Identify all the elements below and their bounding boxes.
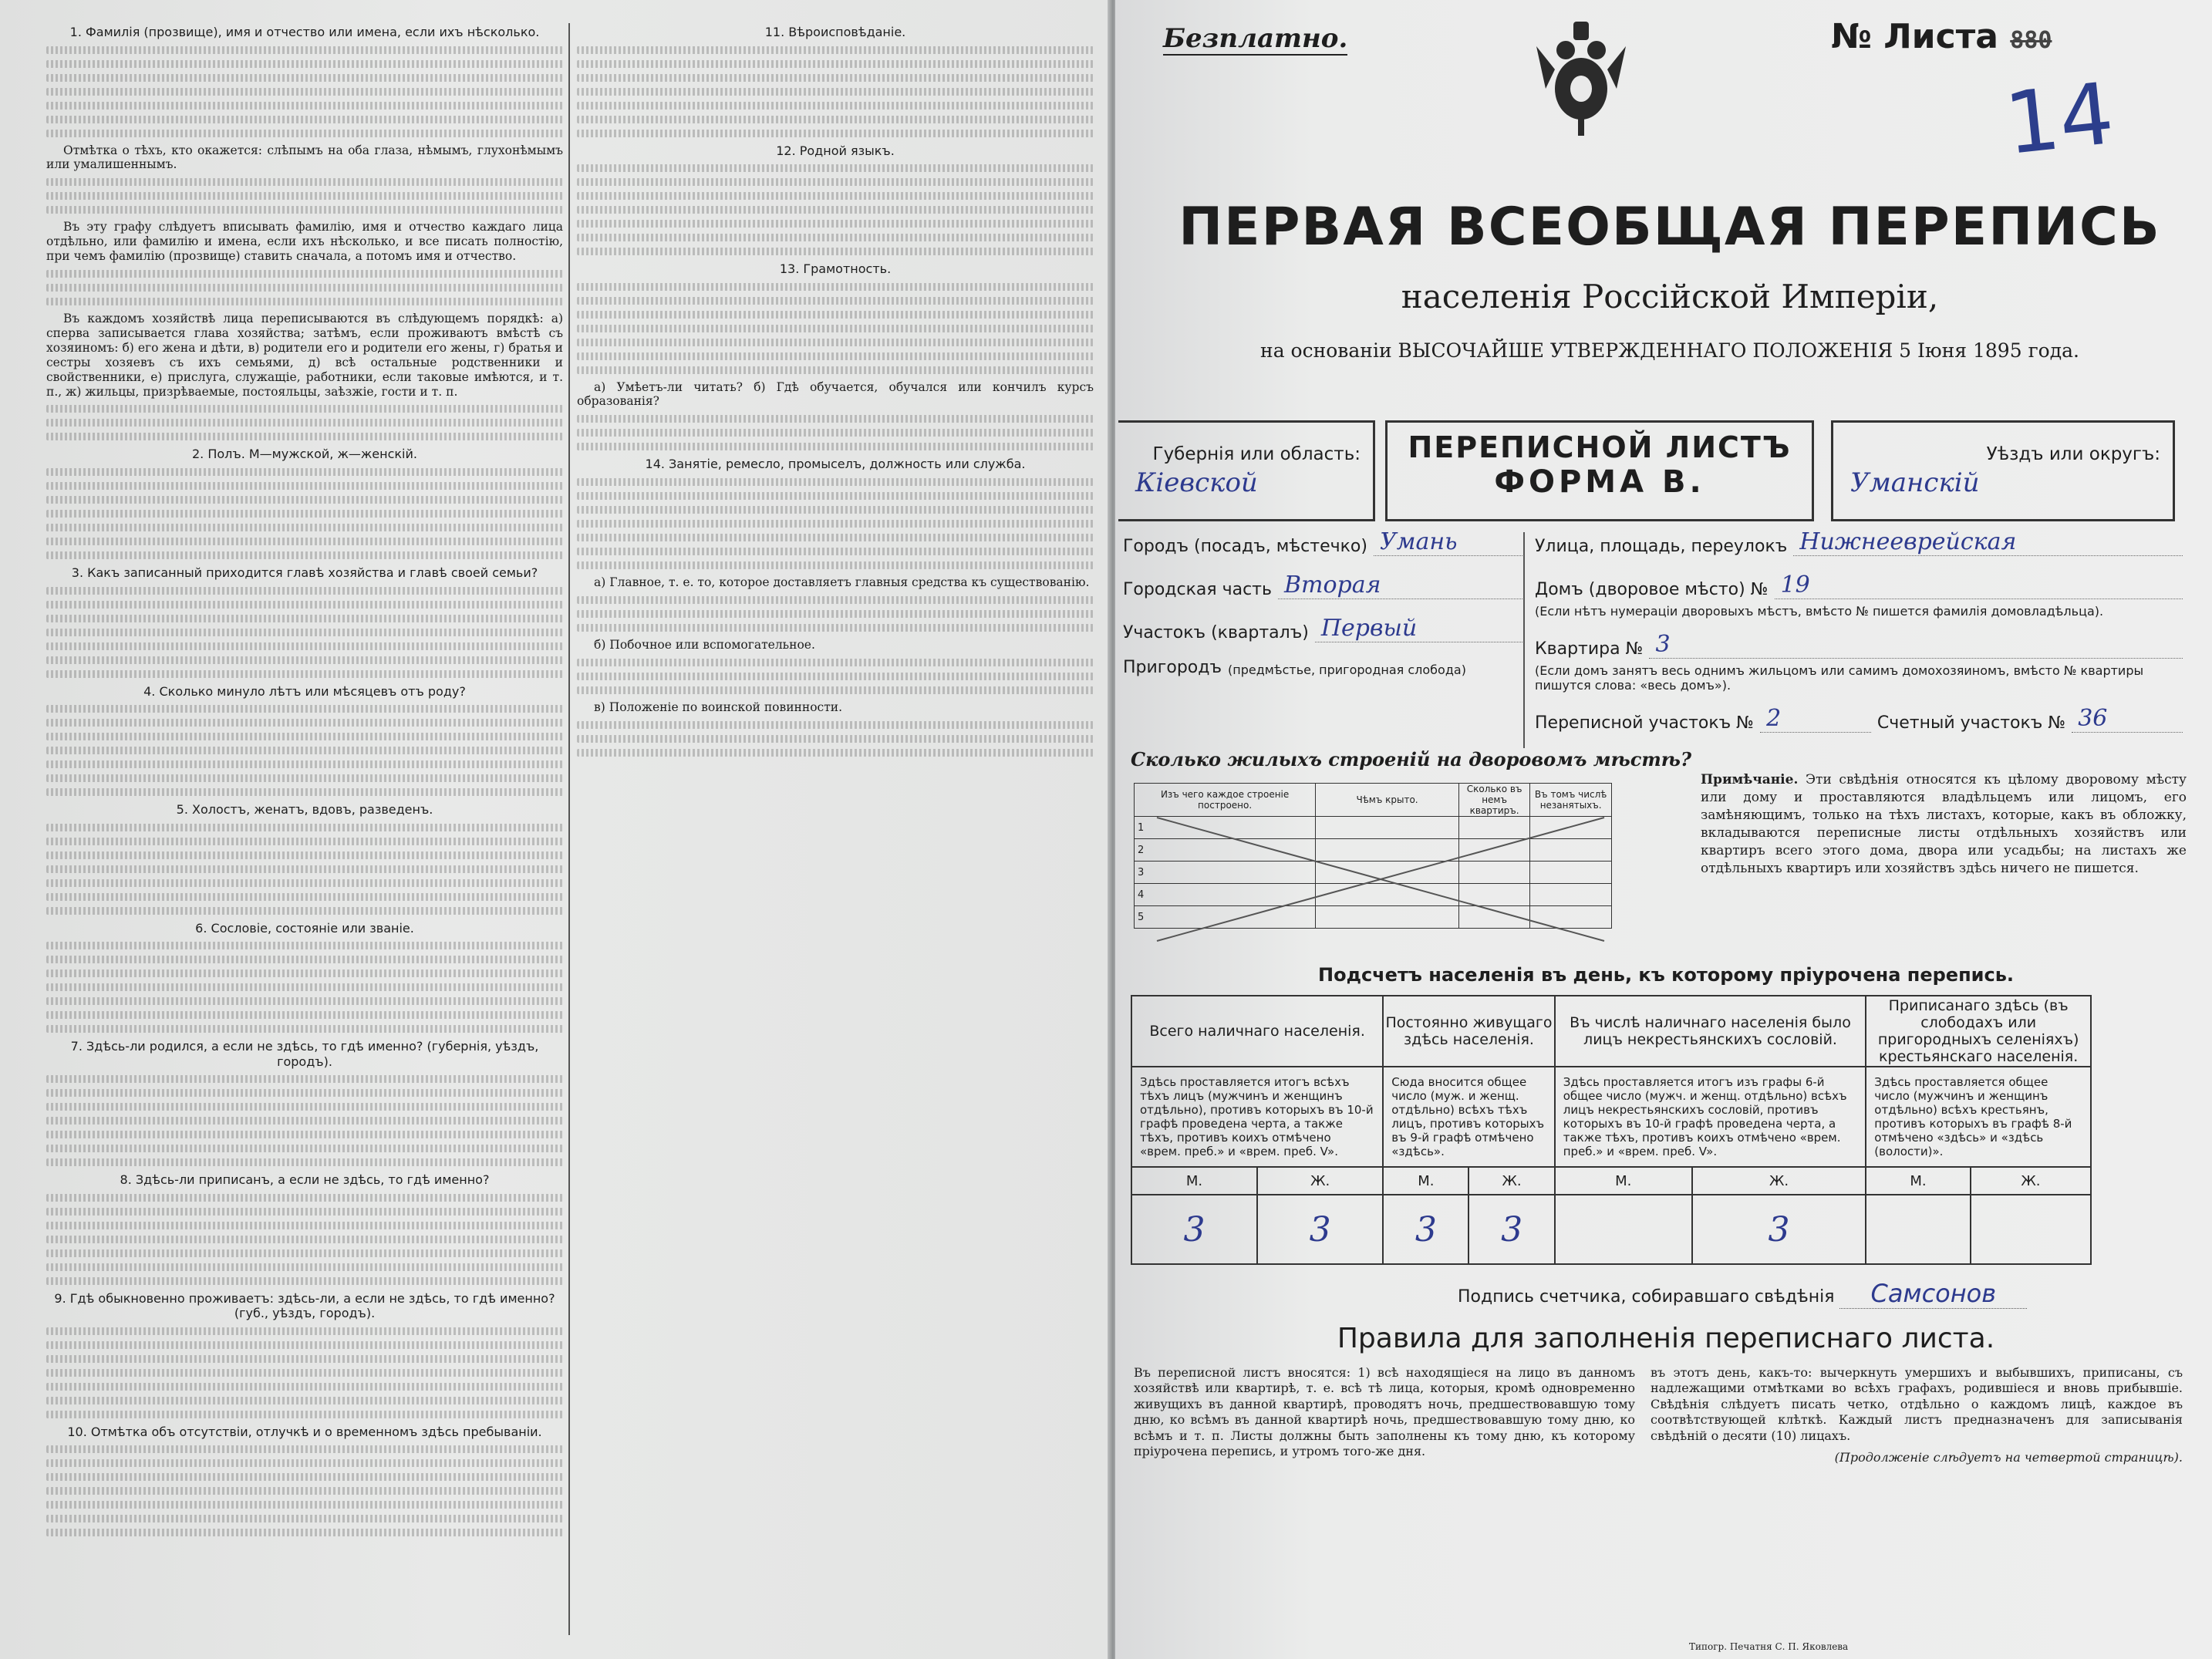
bld-header-material: Изъ чего каждое строеніе построено. bbox=[1135, 784, 1316, 817]
form-title-box bbox=[1385, 420, 1814, 521]
section-heading: 3. Какъ записанный приходится главѣ хозяйства и главѣ своей семьи? bbox=[71, 565, 538, 580]
uezd-label: Уѣздъ или округъ: bbox=[1986, 444, 2160, 464]
instruction-paragraph: в) Положеніе по воинской повинности. bbox=[594, 700, 843, 714]
flat-value: 3 bbox=[1649, 631, 2183, 659]
female-label: Ж. bbox=[1692, 1167, 1866, 1195]
male-label: М. bbox=[1383, 1167, 1468, 1195]
fine-print-lines bbox=[577, 46, 1094, 137]
guberniya-label: Губернія или область: bbox=[1152, 444, 1361, 464]
note-title: Примѣчаніе. bbox=[1701, 772, 1799, 787]
fine-print-lines bbox=[46, 178, 563, 214]
population-count-title: Подсчетъ населенія въ день, къ которому пріурочена перепись. bbox=[1318, 964, 2014, 986]
fine-print-lines bbox=[46, 405, 563, 440]
fine-print-lines bbox=[577, 283, 1094, 374]
bld-header-flats: Сколько въ немъ квартиръ. bbox=[1458, 784, 1529, 817]
city-value: Умань bbox=[1374, 528, 1524, 556]
fine-print-lines bbox=[46, 587, 563, 678]
section-heading: 2. Полъ. М—мужской, ж—женскій. bbox=[192, 447, 417, 462]
section-heading: 7. Здѣсь-ли родился, а если не здѣсь, то гдѣ именно? (губернія, уѣздъ, городъ). bbox=[70, 1039, 539, 1069]
section-heading: 11. Вѣроисповѣданіе. bbox=[764, 25, 906, 39]
uezd-value: Уманскій bbox=[1850, 467, 1980, 498]
count-desc: Здѣсь проставляется итогъ всѣхъ тѣхъ лицъ (мужчинъ и женщинъ отдѣльно), противъ которыхъ въ 10-й графѣ проведена черта, а также тѣхъ, противъ коихъ отмѣчено «врем. преб.» и «врем. преб. V». bbox=[1131, 1067, 1383, 1167]
city-label: Городъ (посадъ, мѣстечко) bbox=[1123, 537, 1367, 556]
section-heading: 6. Сословіе, состояніе или званіе. bbox=[195, 920, 414, 936]
instruction-paragraph: б) Побочное или вспомогательное. bbox=[594, 637, 815, 652]
count-value: 3 bbox=[1383, 1195, 1468, 1264]
section-heading: 9. Гдѣ обыкновенно проживаетъ: здѣсь-ли, а если не здѣсь, то гдѣ именно? (губ., уѣздъ, городъ). bbox=[54, 1290, 555, 1321]
counter-area-label: Счетный участокъ № bbox=[1876, 713, 2066, 733]
guberniya-value: Кіевской bbox=[1135, 467, 1258, 498]
fine-print-lines bbox=[46, 824, 563, 915]
rules-text-left: Въ переписной листъ вносятся: 1) всѣ находящіеся на лицо въ данномъ хозяйствѣ или квартирѣ, т. е. всѣ тѣ лица, которыя, кромѣ одновременно живущихъ въ данной квартирѣ, проводятъ ночь, предшествовавшую тому дню, ко всѣмъ въ данной квартирѣ ночь, предшествовавшую тому дню, ко всѣмъ и т. п. Листы должны быть заполнены къ тому дню, къ которому пріурочена перепись, и утромъ того-же дня. bbox=[1134, 1365, 1635, 1459]
location-fields-left bbox=[1123, 528, 1524, 693]
fine-print-lines bbox=[577, 415, 1094, 450]
fine-print-lines bbox=[577, 721, 1094, 757]
signature-label: Подпись счетчика, собиравшаго свѣдѣнія bbox=[1458, 1287, 1835, 1307]
field-divider bbox=[1523, 532, 1525, 748]
census-area-label: Переписной участокъ № bbox=[1535, 713, 1755, 733]
section-heading: 8. Здѣсь-ли приписанъ, а если не здѣсь, то гдѣ именно? bbox=[120, 1172, 490, 1188]
male-label: М. bbox=[1555, 1167, 1692, 1195]
male-label: М. bbox=[1131, 1167, 1257, 1195]
count-value: 3 bbox=[1131, 1195, 1257, 1264]
count-col-peasant: Приписанаго здѣсь (въ слободахъ или пригородныхъ селеніяхъ) крестьянскаго населенія. bbox=[1866, 996, 2091, 1067]
fine-print-lines bbox=[46, 705, 563, 796]
fine-print-lines bbox=[46, 468, 563, 559]
male-label: М. bbox=[1866, 1167, 1970, 1195]
count-value: 3 bbox=[1257, 1195, 1383, 1264]
sheet-number-value: 880 bbox=[2010, 27, 2052, 54]
sheet-number bbox=[1831, 17, 2052, 56]
form-subtitle: ФОРМА В. bbox=[1494, 464, 1705, 500]
population-count-table bbox=[1131, 995, 2092, 1265]
house-label: Домъ (дворовое мѣсто) № bbox=[1535, 580, 1769, 599]
section-heading: 4. Сколько минуло лѣтъ или мѣсяцевъ отъ роду? bbox=[143, 683, 466, 699]
house-note: (Если нѣтъ нумераціи дворовыхъ мѣстъ, вмѣсто № пишется фамилія домовладѣльца). bbox=[1535, 604, 2104, 619]
guberniya-box bbox=[1118, 420, 1375, 521]
bld-header-vacant: Въ томъ числѣ незанятыхъ. bbox=[1530, 784, 1612, 817]
section-heading: 14. Занятіе, ремесло, промыселъ, должность или служба. bbox=[645, 457, 1026, 472]
double-headed-eagle-emblem bbox=[1535, 15, 1627, 139]
rules-title: Правила для заполненія переписнаго листа. bbox=[1337, 1323, 1995, 1354]
bld-row-number: 2 bbox=[1135, 839, 1316, 862]
buildings-crossout bbox=[1149, 810, 1612, 949]
count-value: 3 bbox=[1692, 1195, 1866, 1264]
section-heading: 5. Холостъ, женатъ, вдовъ, разведенъ. bbox=[176, 802, 433, 818]
fine-print-lines bbox=[577, 164, 1094, 255]
bld-row-number: 1 bbox=[1135, 817, 1316, 839]
column-divider bbox=[568, 23, 570, 1635]
bld-row-number: 4 bbox=[1135, 884, 1316, 906]
census-title: ПЕРВАЯ ВСЕОБЩАЯ ПЕРЕПИСЬ bbox=[1178, 197, 2161, 258]
bld-row-number: 3 bbox=[1135, 862, 1316, 884]
street-value: Нижнееврейская bbox=[1793, 528, 2183, 556]
female-label: Ж. bbox=[1257, 1167, 1383, 1195]
count-desc: Сюда вносится общее число (муж. и женщ. отдѣльно) всѣхъ тѣхъ лицъ, противъ которыхъ въ 9-й графѣ отмѣчено «здѣсь». bbox=[1383, 1067, 1555, 1167]
female-label: Ж. bbox=[1468, 1167, 1554, 1195]
instruction-paragraph: Въ эту графу слѣдуетъ вписывать фамилію, имя и отчество каждаго лица отдѣльно, или фамилію и имена, если ихъ нѣсколько, и все писать полностію, при чемъ фамилію (прозвище) ставить сначала, а потомъ имя и отчество. bbox=[46, 220, 563, 264]
flat-label: Квартира № bbox=[1535, 639, 1644, 659]
instruction-paragraph: а) Умѣетъ-ли читать? б) Гдѣ обучается, обучался или кончилъ курсъ образованія? bbox=[577, 379, 1094, 409]
enumerator-signature bbox=[1458, 1279, 2027, 1308]
fine-print-lines bbox=[577, 659, 1094, 694]
female-label: Ж. bbox=[1971, 1167, 2091, 1195]
sheet-number-label: № Листа bbox=[1831, 17, 1998, 56]
fine-print-lines bbox=[46, 1327, 563, 1418]
city-part-value: Вторая bbox=[1278, 572, 1524, 599]
instruction-paragraph: а) Главное, т. е. то, которое доставляетъ главныя средства къ существованію. bbox=[594, 575, 1090, 589]
printer-imprint: Типогр. Печатня С. П. Яковлева bbox=[1689, 1641, 1849, 1652]
prigorod-label: Пригородъ bbox=[1123, 658, 1222, 677]
bld-header-roof: Чѣмъ крыто. bbox=[1316, 784, 1459, 817]
count-desc: Здѣсь проставляется общее число (мужчинъ и женщинъ отдѣльно) всѣхъ крестьянъ, противъ которыхъ въ графѣ 8-й отмѣчено «здѣсь» и «здѣсь (волости)». bbox=[1866, 1067, 2091, 1167]
count-col-noncrest: Въ числѣ наличнаго населенія было лицъ некрестьянскихъ сословій. bbox=[1555, 996, 1866, 1067]
fine-print-lines bbox=[46, 270, 563, 305]
count-value bbox=[1866, 1195, 1970, 1264]
count-col-total: Всего наличнаго населенія. bbox=[1131, 996, 1383, 1067]
section-heading: 10. Отмѣтка объ отсутствіи, отлучкѣ и о временномъ здѣсь пребываніи. bbox=[67, 1424, 542, 1439]
decree-line: на основаніи ВЫСОЧАЙШЕ УТВЕРЖДЕННАГО ПОЛОЖЕНІЯ 5 Іюня 1895 года. bbox=[1260, 339, 2079, 362]
count-value bbox=[1971, 1195, 2091, 1264]
section-heading: 13. Грамотность. bbox=[779, 261, 892, 277]
form-title: ПЕРЕПИСНОЙ ЛИСТЪ bbox=[1408, 430, 1792, 464]
buildings-question: Сколько жилыхъ строеній на дворовомъ мѣстѣ? bbox=[1131, 748, 1692, 770]
bld-row-number: 5 bbox=[1135, 906, 1316, 929]
counter-area-value: 36 bbox=[2072, 705, 2183, 733]
fine-print-lines bbox=[46, 46, 563, 137]
fine-print-lines bbox=[46, 1075, 563, 1166]
city-part-label: Городская часть bbox=[1123, 580, 1272, 599]
location-fields-right bbox=[1535, 528, 2183, 748]
fine-print-lines bbox=[46, 1194, 563, 1285]
count-desc: Здѣсь проставляется итогъ изъ графы 6-й общее число (мужч. и женщ. отдѣльно) всѣхъ лицъ некрестьянскихъ сословій, противъ которыхъ въ 10-й графѣ проведена черта, а также тѣхъ, противъ коихъ отмѣчено «врем. преб.» и «врем. преб. V». bbox=[1555, 1067, 1866, 1167]
count-col-permanent: Постоянно живущаго здѣсь населенія. bbox=[1383, 996, 1555, 1067]
fine-print-lines bbox=[46, 1445, 563, 1536]
uezd-box bbox=[1831, 420, 2175, 521]
note-text: Эти свѣдѣнія относятся къ цѣлому дворовому мѣсту или дому и проставляются владѣльцемъ или лицомъ, его замѣняющимъ, только на тѣхъ листахъ, которые, какъ въ обложку, вкладываются переписные листы отдѣльныхъ хозяйствъ или квартиръ всего этого дома, двора или усадьбы; на листахъ же отдѣльныхъ квартиръ или хозяйствъ здѣсь ничего не пишется. bbox=[1701, 772, 2187, 876]
buildings-note bbox=[1701, 771, 2187, 878]
uchastok-value: Первый bbox=[1315, 615, 1524, 642]
rules-text-right-body: въ этотъ день, какъ-то: вычеркнуть умершихъ и выбывшихъ, приписаны, съ надлежащими отмѣтками во всѣхъ графахъ, родившіеся и вновь прибывшіе. Свѣдѣнія слѣдуетъ писать четко, отдѣльно о каждомъ лицѣ, каждое въ соотвѣтствующей клѣткѣ. Каждый листъ предназначенъ для записыванія свѣдѣній о десяти (10) лицахъ. bbox=[1651, 1365, 2183, 1443]
instructions-column-1 bbox=[46, 20, 563, 1640]
fine-print-lines bbox=[577, 596, 1094, 632]
fine-print-lines bbox=[46, 942, 563, 1033]
street-label: Улица, площадь, переулокъ bbox=[1535, 537, 1788, 556]
rules-continuation: (Продолженіе слѣдуетъ на четвертой страницѣ). bbox=[1834, 1450, 2183, 1465]
uchastok-label: Участокъ (кварталъ) bbox=[1123, 623, 1309, 642]
rules-text-right bbox=[1651, 1365, 2183, 1466]
house-value: 19 bbox=[1775, 572, 2183, 599]
census-subtitle: населенія Россійской Имперіи, bbox=[1401, 278, 1939, 315]
section-heading: 1. Фамилія (прозвище), имя и отчество или имена, если ихъ нѣсколько. bbox=[69, 25, 540, 39]
census-area-value: 2 bbox=[1760, 705, 1871, 733]
handwritten-page-number: 14 bbox=[2000, 64, 2119, 174]
instruction-paragraph: Отмѣтка о тѣхъ, кто окажется: слѣпымъ на оба глаза, нѣмымъ, глухонѣмымъ или умалишеннымъ. bbox=[46, 143, 563, 172]
instructions-column-2 bbox=[577, 20, 1094, 1640]
flat-note: (Если домъ занятъ весь однимъ жильцомъ или самимъ домохозяиномъ, вмѣсто № квартиры пишутся слова: «весь домъ»). bbox=[1535, 663, 2144, 693]
prigorod-note: (предмѣстье, пригородная слобода) bbox=[1228, 663, 1466, 677]
count-value bbox=[1555, 1195, 1692, 1264]
section-heading: 12. Родной языкъ. bbox=[776, 143, 895, 158]
count-value: 3 bbox=[1468, 1195, 1554, 1264]
instruction-paragraph: Въ каждомъ хозяйствѣ лица переписываются въ слѣдующемъ порядкѣ: а) сперва записывается глава хозяйства; затѣмъ, если проживаютъ вмѣстѣ съ хозяиномъ: б) его жена и дѣти, в) родители его и родители его жены, г) братья и сестры хозяевъ съ ихъ семьями, д) всѣ остальные родственники и свойственники, е) прислуга, служащіе, работники, если таковые имѣются, и т. п., ж) жильцы, призрѣваемые, постояльцы, заѣзжіе, гости и т. п. bbox=[46, 312, 563, 399]
free-label: Безплатно. bbox=[1163, 23, 1348, 54]
signature-value: Самсонов bbox=[1839, 1279, 2027, 1309]
fine-print-lines bbox=[577, 478, 1094, 569]
